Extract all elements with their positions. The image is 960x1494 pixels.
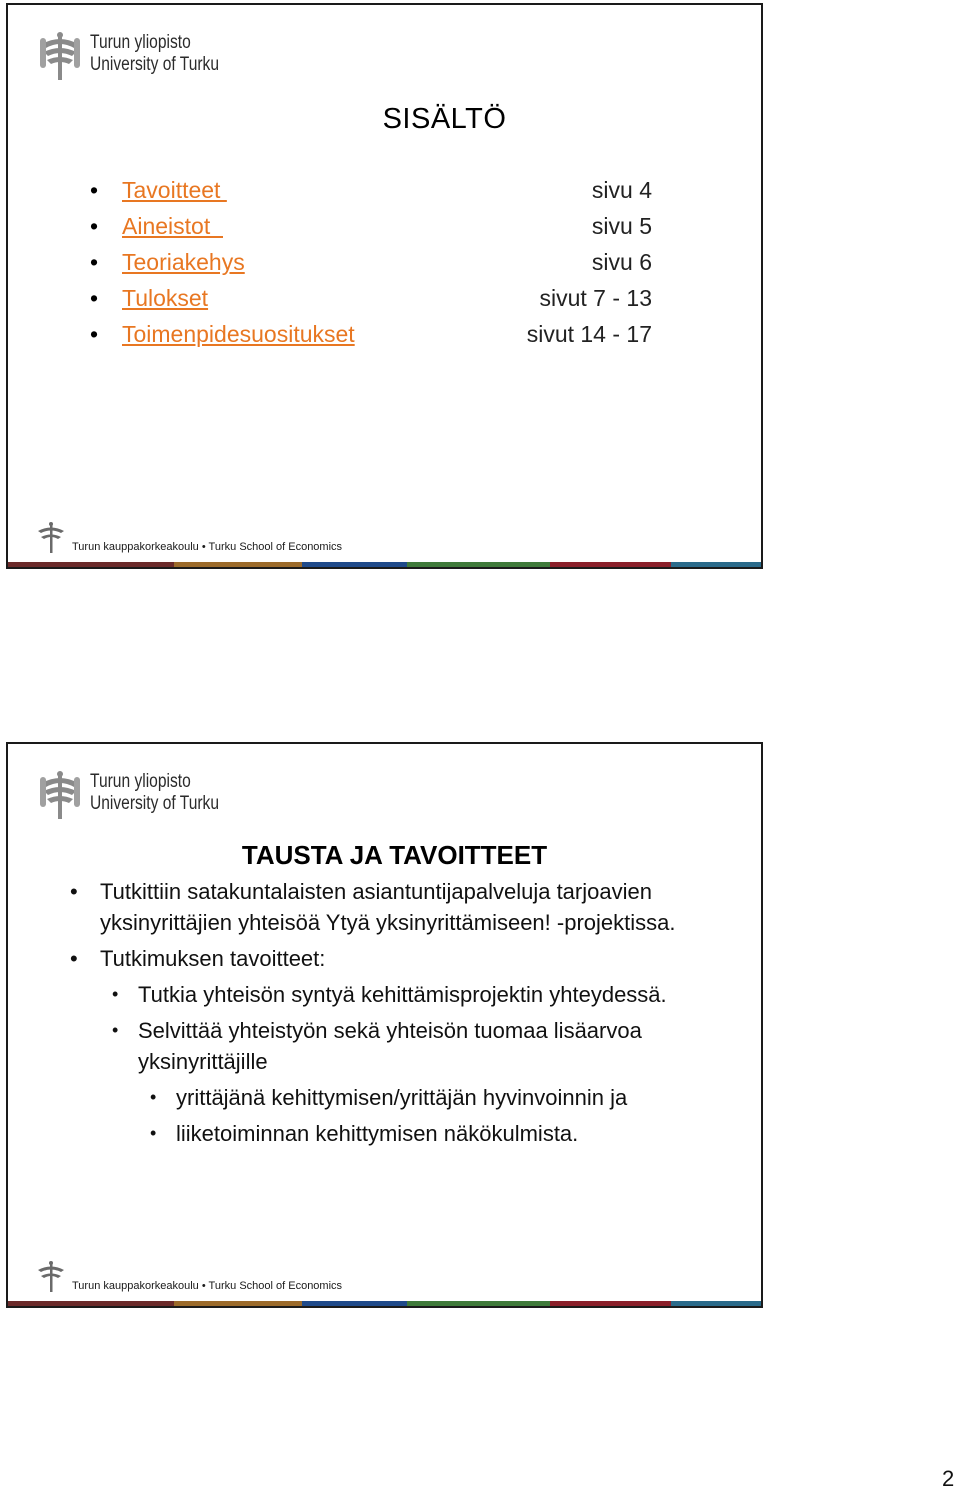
- bullet: •: [112, 1020, 119, 1040]
- bullet-item: [68, 1118, 688, 1149]
- table-of-contents: [92, 177, 652, 357]
- toc-page-number: sivu 4: [591, 177, 652, 203]
- stripe-segment: [302, 1301, 407, 1306]
- university-emblem-icon: [38, 769, 82, 823]
- slide-background-goals: [6, 742, 763, 1308]
- toc-link[interactable]: Aineistot: [122, 213, 223, 239]
- bullet-item: [68, 943, 688, 974]
- toc-page-number: sivut 7 - 13: [539, 285, 652, 311]
- page-number: 2: [942, 1466, 955, 1491]
- stripe-segment: [671, 562, 761, 567]
- bullet-text: Tutkimuksen tavoitteet:: [100, 946, 326, 971]
- stripe-segment: [407, 562, 550, 567]
- stripe-segment: [302, 562, 407, 567]
- bullet: •: [150, 1087, 157, 1107]
- stripe-segment: [550, 1301, 670, 1306]
- toc-link[interactable]: Teoriakehys: [122, 249, 245, 275]
- logo-text-finnish: Turun yliopisto: [90, 32, 191, 53]
- toc-item: [92, 213, 652, 249]
- logo-text-english: University of Turku: [90, 793, 220, 814]
- university-logo: [38, 769, 238, 825]
- bullet: •: [112, 984, 119, 1004]
- stripe-segment: [174, 1301, 302, 1306]
- slide-body: [68, 876, 688, 1154]
- slide-contents: [6, 3, 763, 569]
- school-emblem-icon: [36, 521, 66, 555]
- toc-item: [92, 177, 652, 213]
- slide-footer: [8, 1258, 761, 1306]
- stripe-segment: [407, 1301, 550, 1306]
- bullet-item: [68, 1015, 688, 1077]
- toc-link[interactable]: Tavoitteet: [122, 177, 227, 203]
- slide-footer: [8, 519, 761, 567]
- bullet: •: [70, 879, 78, 904]
- bullet-text: Tutkittiin satakuntalaisten asiantuntijapalveluja tarjoavien yksinyrittäjien yhteisöä Ytyä yksinyrittämiseen! -projektissa.: [100, 879, 676, 935]
- slide-title: SISÄLTÖ: [382, 103, 507, 135]
- bullet-text: Selvittää yhteistyön sekä yhteisön tuomaa lisäarvoa yksinyrittäjille: [138, 1018, 642, 1074]
- color-stripe: [8, 562, 761, 567]
- bullet: •: [90, 177, 99, 203]
- bullet: •: [70, 946, 78, 971]
- stripe-segment: [671, 1301, 761, 1306]
- bullet: •: [90, 321, 99, 347]
- logo-text-finnish: Turun yliopisto: [90, 771, 191, 792]
- bullet: •: [90, 213, 99, 239]
- bullet-item: [68, 979, 688, 1010]
- bullet: •: [150, 1123, 157, 1143]
- toc-item: [92, 249, 652, 285]
- bullet: •: [90, 285, 99, 311]
- bullet-item: [68, 876, 688, 938]
- logo-text-english: University of Turku: [90, 54, 220, 75]
- toc-page-number: sivu 6: [591, 249, 652, 275]
- toc-page-number: sivut 14 - 17: [526, 321, 652, 347]
- toc-item: [92, 321, 652, 357]
- slide-title: TAUSTA JA TAVOITTEET: [241, 840, 548, 870]
- stripe-segment: [174, 562, 302, 567]
- toc-link[interactable]: Toimenpidesuositukset: [122, 321, 355, 347]
- bullet: •: [90, 249, 99, 275]
- footer-text: Turun kauppakorkeakoulu • Turku School of Economics: [72, 541, 343, 553]
- stripe-segment: [8, 1301, 174, 1306]
- bullet-text: yrittäjänä kehittymisen/yrittäjän hyvinvoinnin ja: [176, 1085, 628, 1110]
- university-logo: [38, 30, 238, 86]
- university-emblem-icon: [38, 30, 82, 84]
- stripe-segment: [550, 562, 670, 567]
- toc-link[interactable]: Tulokset: [122, 285, 209, 311]
- bullet-text: Tutkia yhteisön syntyä kehittämisprojektin yhteydessä.: [138, 982, 667, 1007]
- bullet-item: [68, 1082, 688, 1113]
- stripe-segment: [8, 562, 174, 567]
- toc-page-number: sivu 5: [591, 213, 652, 239]
- footer-text: Turun kauppakorkeakoulu • Turku School of Economics: [72, 1280, 343, 1292]
- bullet-text: liiketoiminnan kehittymisen näkökulmista.: [176, 1121, 579, 1146]
- school-emblem-icon: [36, 1260, 66, 1294]
- toc-item: [92, 285, 652, 321]
- color-stripe: [8, 1301, 761, 1306]
